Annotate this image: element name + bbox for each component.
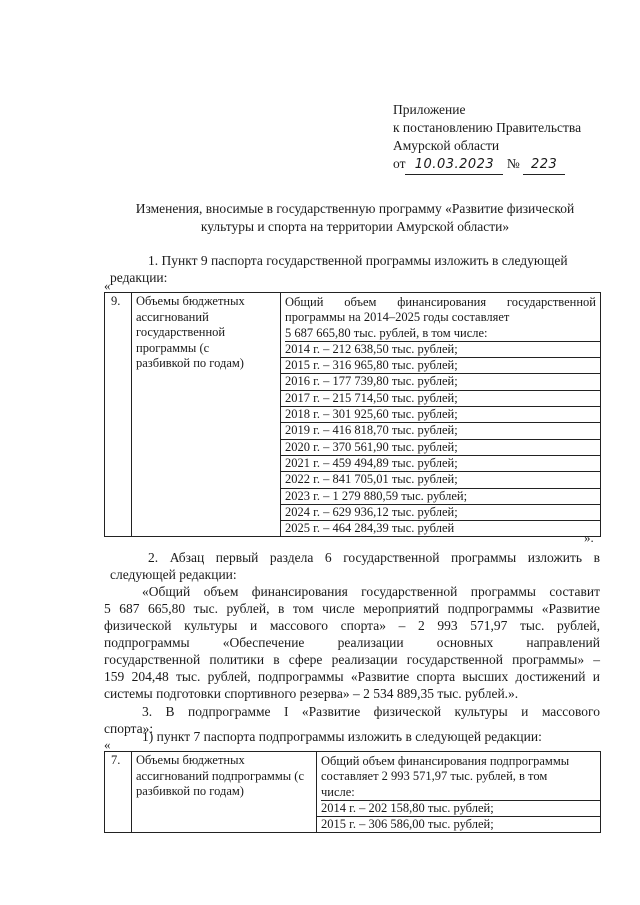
close-quote-1: ». [584,530,594,545]
handwritten-number: 223 [523,156,565,175]
appendix-block [393,101,581,175]
value-intro: составляет 2 993 571,97 тыс. рублей, в том [321,769,548,784]
paragraph-5: 1) пункт 7 паспорта подпрограммы изложить в следующей редакции: [142,729,542,744]
label-line: Объемы бюджетных [136,753,245,767]
table-row [105,752,601,833]
year-list [281,342,600,537]
list-item: 2020 г. – 370 561,90 тыс. рублей; [281,440,600,456]
paragraph-3-line: государственной политики в сфере реализации государственной программы» – [104,652,600,667]
list-item: 2016 г. – 177 739,80 тыс. рублей; [281,374,600,390]
paragraph-4-line-1: 3. В подпрограмме I «Развитие физической культуры и массового [142,704,600,719]
paragraph-3-line: физической культуры и массового спорта» – 2 993 571,97 тыс. рублей, [104,618,600,633]
appendix-region: Амурской области [393,138,500,153]
document-title [110,200,600,236]
list-item: 2018 г. – 301 925,60 тыс. рублей; [281,407,600,423]
paragraph-4-line-2: спорта»: [104,721,154,736]
appendix-title: Приложение [393,102,466,117]
label-line: ассигнований [136,309,209,324]
appendix-date-line [393,155,581,175]
list-item: 2014 г. – 212 638,50 тыс. рублей; [281,342,600,358]
list-item: 2021 г. – 459 494,89 тыс. рублей; [281,456,600,472]
title-line-1: Изменения, вносимые в государственную программу «Развитие физической [135,201,575,216]
table-cell-label [132,752,317,833]
paragraph-2-line-1: 2. Абзац первый раздела 6 государственной программы изложить в [148,550,600,565]
open-quote-1: « [104,278,111,293]
appendix-resolution: к постановлению Правительства [393,120,582,135]
list-item: 2022 г. – 841 705,01 тыс. рублей; [281,472,600,488]
table-cell-label [132,293,281,537]
list-item: 2014 г. – 202 158,80 тыс. рублей; [317,801,600,817]
label-line: Объемы бюджетных [136,294,245,308]
list-item: 2015 г. – 306 586,00 тыс. рублей; [321,817,494,832]
table-cell-value [281,293,601,537]
open-quote-2: « [104,737,111,752]
paragraph-1-line-1: 1. Пункт 9 паспорта государственной программы изложить в следующей [148,253,568,268]
label-line: программы (с [136,340,210,355]
label-line: ассигнований подпрограммы (с [136,768,304,783]
list-item: 2015 г. – 316 965,80 тыс. рублей; [281,358,600,374]
paragraph-3-line: «Общий объем финансирования государственной программы составит [142,584,600,599]
value-intro: программы на 2014–2025 годы составляет [285,310,510,325]
table-row [105,293,601,537]
year-list [317,801,600,833]
paragraph-3 [104,583,600,702]
paragraph-1-line-2: редакции: [110,270,168,285]
paragraph-3-line: системы подготовки спортивного резерва» – 2 534 889,35 тыс. рублей.». [104,686,519,701]
paragraph-2-line-2: следующей редакции: [110,567,237,582]
label-line: разбивкой по годам) [136,784,244,798]
paragraph-3-line: 5 687 665,80 тыс. рублей, в том числе мероприятий подпрограммы «Развитие [104,601,600,616]
paragraph-2 [110,549,600,583]
table-budget-subprogram [104,751,601,833]
number-sign: № [506,156,520,171]
paragraph-3-line: 159 204,48 тыс. рублей, подпрограммы «Развитие спорта высших достижений и [104,669,600,684]
value-intro: Общий объем финансирования подпрограммы [321,754,570,768]
value-intro: 5 687 665,80 тыс. рублей, в том числе: [285,326,600,342]
table-cell-value [317,752,601,833]
paragraph-3-line: подпрограммы «Обеспечение реализации основных направлений [104,635,600,650]
list-item: 2024 г. – 629 936,12 тыс. рублей; [281,505,600,521]
value-intro: числе: [321,785,600,801]
paragraph-1 [110,252,600,286]
list-item: 2025 г. – 464 284,39 тыс. рублей [285,521,455,536]
label-line: разбивкой по годам) [136,356,244,370]
list-item: 2017 г. – 215 714,50 тыс. рублей; [281,391,600,407]
list-item: 2023 г. – 1 279 880,59 тыс. рублей; [281,489,600,505]
title-line-2: культуры и спорта на территории Амурской области» [200,219,510,234]
list-item: 2019 г. – 416 818,70 тыс. рублей; [281,423,600,439]
handwritten-date: 10.03.2023 [405,156,503,175]
date-prefix: от [393,156,406,171]
table-cell-num: 9. [105,293,132,537]
table-budget-program [104,292,601,537]
table-cell-num: 7. [105,752,132,833]
label-line: государственной [136,325,226,339]
value-intro: Общий объем финансирования государственной [285,295,596,309]
